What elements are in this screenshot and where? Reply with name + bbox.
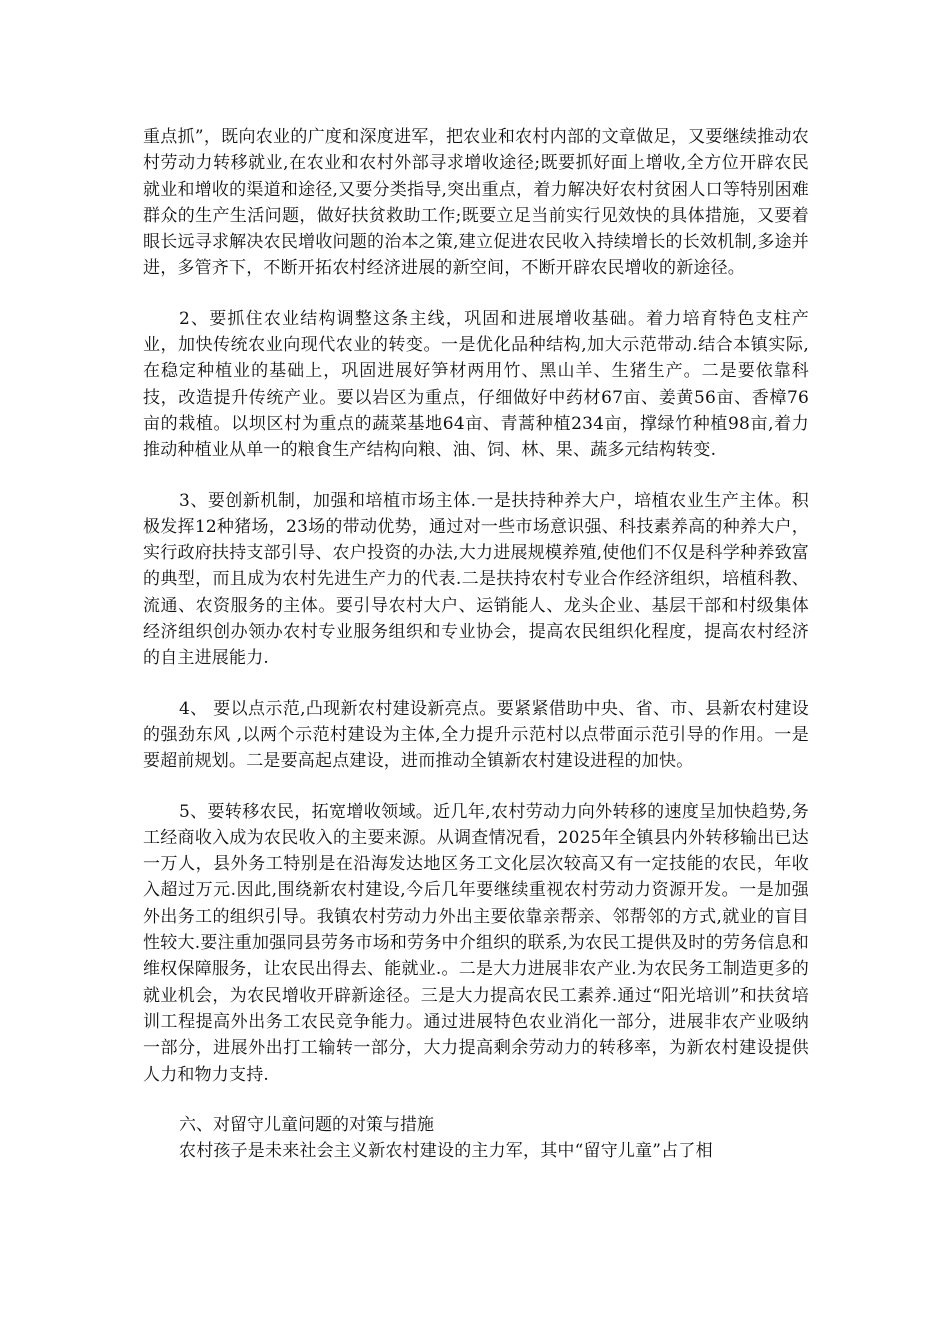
paragraph-market-entities: 3、要创新机制，加强和培植市场主体.一是扶持种养大户，培植农业生产主体。积极发挥12种猪场，23场的带动优势，通过对一些市场意识强、科技素养高的种养大户，实行政府扶持支部引导、农户投资的办法,大力进展规模养殖,使他们不仅是科学种养致富的典型，而且成为农村先进生产力的代表.二是扶持农村专业合作经济组织，培植科教、流通、农资服务的主体。要引导农村大户、运销能人、龙头企业、基层干部和村级集体经济组织创办领办农村专业服务组织和专业协会，提高农民组织化程度，提高农村经济的自主进展能力. [143, 490, 809, 669]
paragraph-left-behind-children: 农村孩子是未来社会主义新农村建设的主力军，其中“留守儿童”占了相 [179, 1141, 713, 1162]
document-page [143, 124, 809, 1164]
paragraph-labor-transfer: 5、要转移农民，拓宽增收领域。近几年,农村劳动力向外转移的速度呈加快趋势,务工经商收入成为农民收入的主要来源。从调查情况看，2025年全镇县内外转移输出已达一万人，县外务工特别是在沿海发达地区务工文化层次较高又有一定技能的农民，年收入超过万元.因此,围绕新农村建设,今后几年要继续重视农村劳动力资源开发。一是加强外出务工的组织引导。我镇农村劳动力外出主要依靠亲帮亲、邻帮邻的方式,就业的盲目性较大.要注重加强同县劳务市场和劳务中介组织的联系,为农民工提供及时的劳务信息和维权保障服务，让农民出得去、能就业.。二是大力进展非农产业.为农民务工制造更多的就业机会，为农民增收开辟新途径。三是大力提高农民工素养.通过“阳光培训”和扶贫培训工程提高外出务工农民竞争能力。通过进展特色农业消化一部分，进展非农产业吸纳一部分，进展外出打工输转一部分，大力提高剩余劳动力的转移率，为新农村建设提供人力和物力支持. [143, 801, 809, 1085]
section-heading: 六、对留守儿童问题的对策与措施 [179, 1114, 434, 1135]
paragraph-demonstration: 4、 要以点示范,凸现新农村建设新亮点。要紧紧借助中央、省、市、县新农村建设的强劲东风 ,以两个示范村建设为主体,全力提升示范村以点带面示范引导的作用。一是要超前规划。二是要高起点建设，进而推动全镇新农村建设进程的加快。 [143, 698, 809, 772]
paragraph-continuation: 重点抓”，既向农业的广度和深度进军，把农业和农村内部的文章做足，又要继续推动农村劳动力转移就业,在农业和农村外部寻求增收途径;既要抓好面上增收,全方位开辟农民就业和增收的渠道和途径,又要分类指导,突出重点，着力解决好农村贫困人口等特别困难群众的生产生活问题，做好扶贫救助工作;既要立足当前实行见效快的具体措施，又要着眼长远寻求解决农民增收问题的治本之策,建立促进农民收入持续增长的长效机制,多途并进，多管齐下，不断开拓农村经济进展的新空间，不断开辟农民增收的新途径。 [143, 127, 809, 279]
paragraph-agri-structure: 2、要抓住农业结构调整这条主线，巩固和进展增收基础。着力培育特色支柱产业，加快传统农业向现代农业的转变。一是优化品种结构,加大示范带动.结合本镇实际,在稳定种植业的基础上，巩固进展好笋材两用竹、黑山羊、生猪生产。二是要依靠科技，改造提升传统产业。要以岩区为重点，仔细做好中药材67亩、姜黄56亩、香樟76亩的栽植。以坝区村为重点的蔬菜基地64亩、青蒿种植234亩，撑绿竹种植98亩,着力推动种植业从单一的粮食生产结构向粮、油、饲、林、果、蔬多元结构转变. [143, 308, 809, 461]
